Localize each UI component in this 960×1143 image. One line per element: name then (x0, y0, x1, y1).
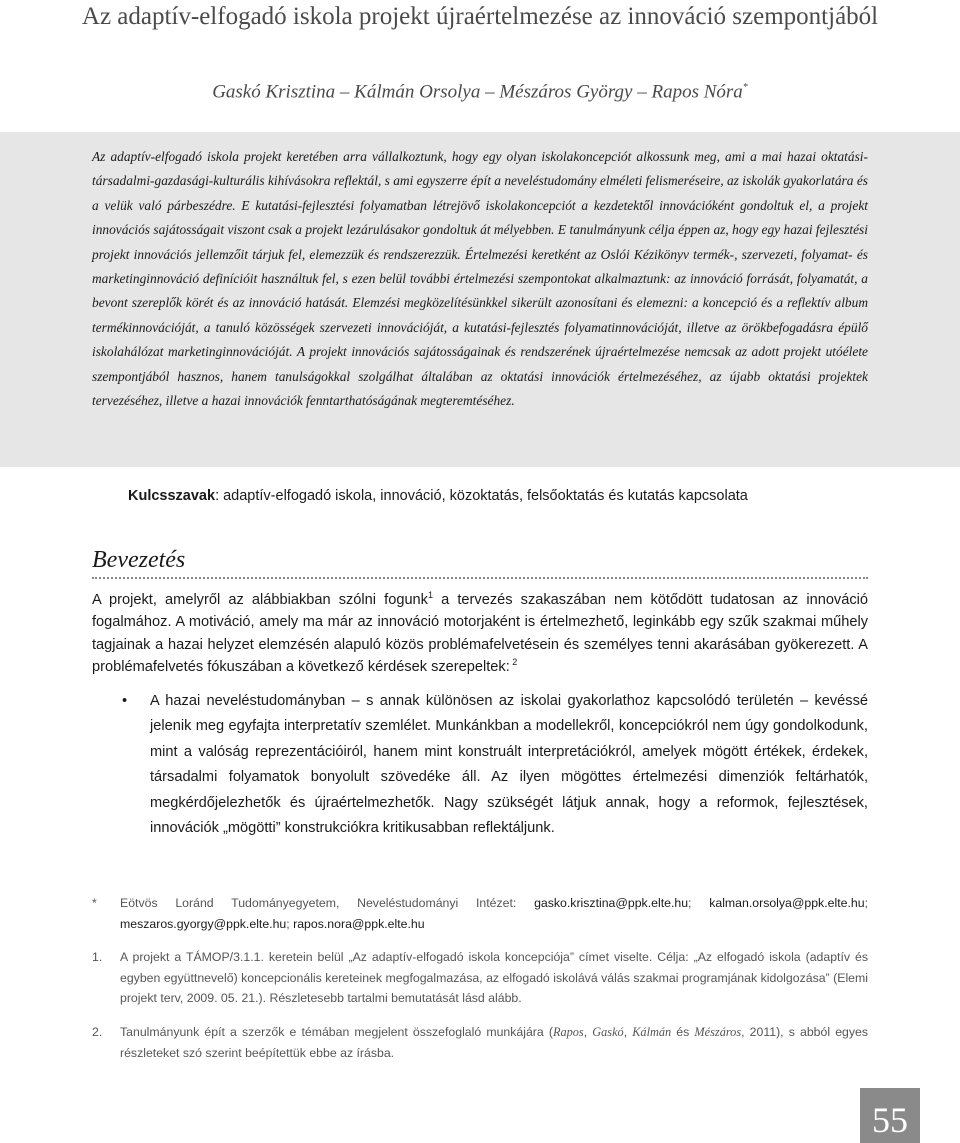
question-list (92, 689, 868, 841)
author-line (60, 76, 900, 104)
separator: ; (688, 896, 710, 910)
footnote-ref-2[interactable]: 2 (509, 657, 518, 668)
footnote-spacer (92, 1009, 868, 1022)
intro-paragraph (92, 589, 868, 679)
author-footnote-mark: * (742, 82, 748, 93)
page-number: 55 (872, 1100, 908, 1140)
list-item (92, 689, 868, 841)
bullet-icon: • (122, 693, 128, 709)
cited-author: Gaskó (592, 1024, 624, 1039)
author-names: Gaskó Krisztina – Kálmán Orsolya – Mészáros György – Rapos Nóra (212, 81, 743, 103)
affiliation: Eötvös Loránd Tudományegyetem, Neveléstudományi Intézet: (120, 896, 535, 910)
cited-author: Mészáros (694, 1024, 742, 1039)
separator: , (583, 1024, 593, 1039)
email-link[interactable]: kalman.orsolya@ppk.elte.hu (709, 896, 865, 910)
abstract-text: Az adaptív-elfogadó iskola projekt keretében arra vállalkoztunk, hogy egy olyan iskolakoncepciót alkossunk meg, ami a mai hazai oktatási-társadalmi-gazdasági-kulturális kihívásokra reflektál, s ami egyszerre épít a neveléstudomány elméleti felismeréseire, az iskolák gyakorlatára és a velük való párbeszédre. E kutatási-fejlesztési folyamatban létrejövő iskolakoncepciót a kezdetektől innovációként gondoltuk el, a projekt innovációs sajátosságait viszont csak a projekt lezárulásakor gondoltuk át mélyebben. E tanulmányunk célja éppen az, hogy egy hazai fejlesztési projekt innovációs jellemzőit tárjuk fel, elemezzük és rendszerezzük. Értelmezési keretként az Oslói Kézikönyv termék-, szervezeti, folyamat- és marketinginnováció definícióit használtuk fel, s ezen belül további értelmezési szempontokat alkalmaztunk: az innováció forrását, folyamatát, a bevont szereplők körét és az innováció hatását. Elemzési megközelítésünkkel sikerült azonosítani és elemezni: a koncepció és a reflektív album termékinnovációját, a tanuló közösségek szervezeti innovációját, a kutatási-fejlesztés folyamatinnovációját, illetve az örökbefogadásra épülő iskolahálózat marketinginnovációját. A projekt innovációs sajátosságainak és rendszerének újraértelmezése nemcsak az adott projekt utóélete szempontjából hasznos, hanem tanulságokkal szolgálhat általában az oktatási innovációk értelmezéséhez, az újabb oktatási projektek tervezéséhez, illetve a hazai innovációk fenntarthatóságának megteremtéséhez. (92, 149, 868, 409)
footnote-mark: 2. (92, 1024, 103, 1039)
intro-text-part-1: A projekt, amelyről az alábbiakban szólni fogunk (92, 592, 428, 608)
separator: ; (864, 896, 868, 910)
section-heading: Bevezetés (92, 547, 186, 573)
separator: ; (286, 916, 294, 931)
email-link[interactable]: meszaros.gyorgy@ppk.elte.hu (120, 916, 287, 931)
cited-author: Kálmán (632, 1024, 672, 1039)
keywords-line (128, 486, 928, 506)
email-link[interactable]: gasko.krisztina@ppk.elte.hu (534, 896, 689, 910)
email-link[interactable]: rapos.nora@ppk.elte.hu (293, 916, 425, 931)
keywords-label: Kulcsszavak (128, 488, 216, 504)
footnote-text: A projekt a TÁMOP/3.1.1. keretein belül „Az adaptív-elfogadó iskola koncepciója” címet viselte. Célja: „Az elfogadó iskola (adaptív és egyben együttnevelő) koncepcionális kereteinek megfogalmazása, az elfogadó iskolává válás szakmai programjának kidolgozása” (Elemi projekt terv, 2009. 05. 21.). Részletesebb tartalmi bemutatását lásd alább. (120, 950, 868, 1006)
cited-author: Rapos (552, 1024, 584, 1039)
footnote-ref-1[interactable]: 1 (427, 590, 433, 601)
footnote-text: Tanulmányunk épít a szerzők e témában megjelent összefoglaló munkájára ( (120, 1024, 553, 1039)
keywords-list: : adaptív-elfogadó iskola, innováció, közoktatás, felsőoktatás és kutatás kapcsolata (215, 488, 748, 504)
separator: , (623, 1024, 633, 1039)
article-title: Az adaptív-elfogadó iskola projekt újraértelmezése az innováció szempontjából (81, 3, 879, 30)
footnote-1 (92, 947, 868, 1009)
section-divider (92, 577, 868, 579)
footnotes (92, 893, 868, 1063)
footnote-2 (92, 1022, 868, 1063)
conjunction: és (671, 1024, 695, 1039)
page-number-box (860, 1088, 920, 1143)
footnote-text: , 2011), s abból egyes részleteket szó szerint beépítettük ebbe az írásba. (120, 1024, 869, 1060)
footnote-mark: * (92, 896, 97, 910)
list-item-text: A hazai neveléstudományban – s annak különösen az iskolai gyakorlathoz kapcsolódó területén – kevéssé jelenik meg egyfajta interpretatív szemlélet. Munkánkban a modellekről, koncepciókról nem úgy gondolkodunk, mint a valóság reprezentációiról, hanem mint konstruált interpretációkról, amelyek mögött értékek, érdekek, társadalmi folyamatok bonyolult szövedéke áll. Az ilyen mögöttes értelmezési dimenziók feltárhatók, megkérdőjelezhetők és újraértelmezhetők. Nagy szükségét látjuk annak, hogy a reformok, fejlesztések, innovációk „mögötti” konstrukciókra kritikusabban reflektáljunk. (150, 693, 868, 837)
intro-text-part-2: a tervezés szakaszában nem kötődött tudatosan az innováció fogalmához. A motiváció, amely ma már az innováció motorjaként is értelmezhető, leginkább egy szűk szakmai műhely tagjainak a hazai helyzet elemzésén alapuló közös problémafelvetésein és személyes tenni akarásában gyökerezett. A problémafelvetés fókuszában a következő kérdések szerepeltek: (92, 592, 868, 676)
footnote-mark: 1. (92, 950, 103, 965)
footnote-spacer (92, 934, 868, 947)
footnote-author (92, 893, 868, 934)
